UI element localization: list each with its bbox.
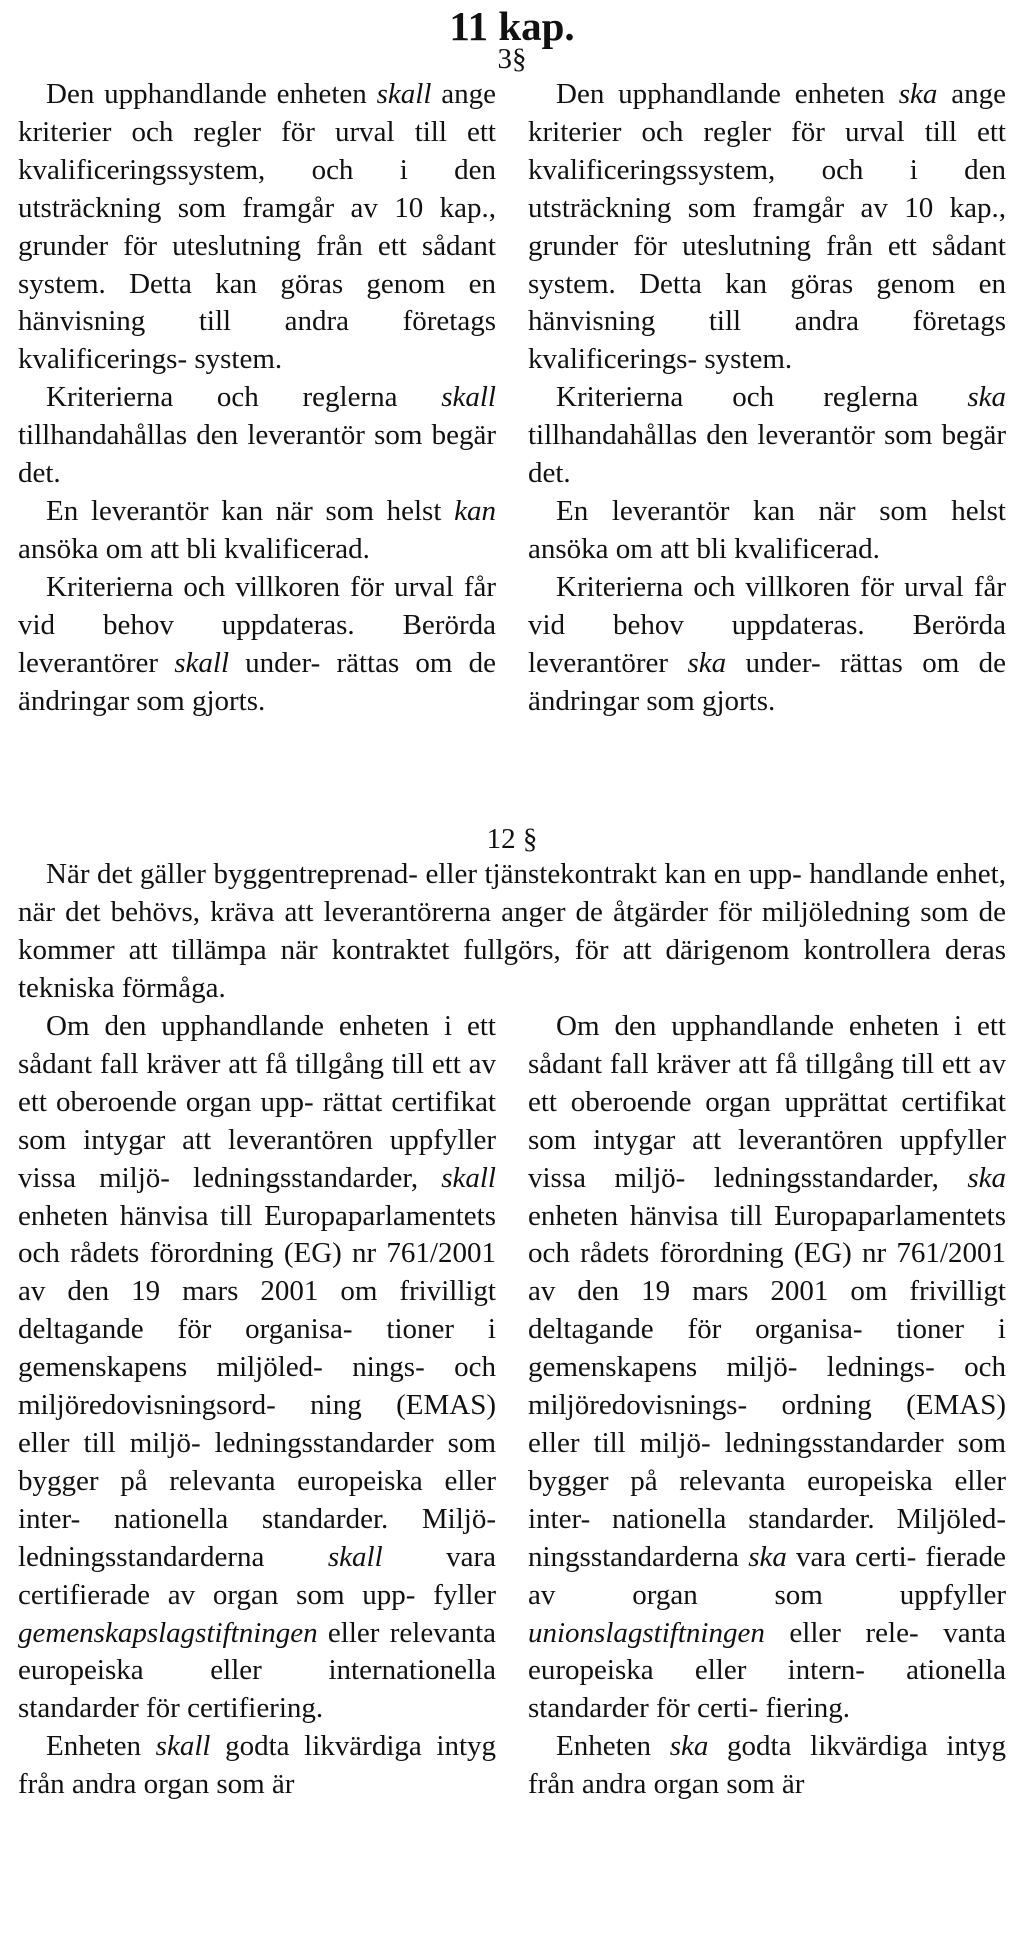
text: tillhandahållas den leverantör som begär det.: [528, 419, 1006, 490]
text: Om den upphandlande enheten i ett sådant fall kräver att få tillgång till ett av ett oberoende organ upp- rättat certifikat som intygar att leverantören uppfyller vissa miljö- ledningsstandarder,: [18, 1010, 496, 1194]
paragraph: [528, 569, 1006, 721]
text: Den upphandlande enheten: [556, 78, 899, 110]
paragraph: [528, 493, 1006, 569]
text: ansöka om att bli kvalificerad.: [18, 532, 370, 565]
text: ange kriterier och regler för urval till ett kvalificeringssystem, och i den utsträckning som framgår av 10 kap., grunder för uteslutning från ett sådant system. Detta kan göras genom en hänvisning till andra företags kvalificerings- system.: [528, 78, 1006, 376]
emphasis-text: skall: [376, 78, 432, 110]
text: godta likvärdiga intyg från andra organ som är: [528, 1730, 1006, 1801]
emphasis-text: ska: [687, 646, 727, 679]
text: Enheten: [46, 1730, 156, 1763]
text: Enheten: [556, 1730, 670, 1763]
text: Kriterierna och reglerna: [46, 381, 442, 414]
text: vara certifierade av organ som upp- fyller: [18, 1540, 497, 1611]
text: En leverantör kan när som helst: [46, 494, 455, 527]
section-12-left-column: [18, 1008, 496, 1804]
paragraph: [18, 493, 496, 569]
paragraph: [18, 569, 496, 721]
paragraph: [18, 76, 496, 379]
section-3-sign: 3§: [497, 43, 527, 75]
paragraph: [528, 1728, 1006, 1804]
text: under- rättas om de ändringar som gjorts.: [18, 646, 496, 717]
emphasis-text: unionslagstiftningen: [528, 1616, 765, 1649]
text: ange kriterier och regler för urval till ett kvalificeringssystem, och i den utsträckning som framgår av 10 kap., grunder för uteslutning från ett sådant system. Detta kan göras genom en hänvisning till andra företags kvalificerings- system.: [18, 78, 496, 376]
text: vara certi- fierade av organ som uppfyller: [528, 1540, 1006, 1611]
text: En leverantör kan när som helst ansöka om att bli kvalificerad.: [528, 494, 1006, 565]
paragraph: [18, 379, 496, 493]
section-3-left-column: [18, 76, 496, 720]
emphasis-text: ska: [967, 1161, 1006, 1194]
paragraph: [528, 1008, 1006, 1728]
paragraph: [18, 1728, 496, 1804]
section-12-sign: 12 §: [486, 823, 538, 855]
section-3-right-column: [528, 76, 1006, 720]
section-12-right-column: [528, 1008, 1006, 1804]
text: enheten hänvisa till Europaparlamentets och rådets förordning (EG) nr 761/2001 av den 19 mars 2001 om frivilligt deltagande för organisa- tioner i gemenskapens miljöled- nings- och miljöredovisningsord- ning (EMAS) eller till miljö- ledningsstandarder som bygger på relevanta europeiska eller inter- nationella standarder. Miljö- ledningsstandarderna: [18, 1199, 496, 1573]
emphasis-text: skall: [155, 1730, 211, 1763]
emphasis-text: gemenskapslagstiftningen: [18, 1616, 318, 1649]
text: eller relevanta europeiska eller internationella standarder för certifiering.: [18, 1616, 496, 1725]
text: Kriterierna och villkoren för urval får vid behov uppdateras. Berörda leverantörer: [18, 570, 496, 679]
section-12-intro: [18, 856, 1006, 1008]
emphasis-text: skall: [441, 381, 496, 414]
paragraph: [528, 379, 1006, 493]
emphasis-text: skall: [174, 646, 230, 679]
paragraph: [18, 1008, 496, 1728]
emphasis-text: skall: [327, 1540, 383, 1573]
text: under- rättas om de ändringar som gjorts.: [528, 646, 1007, 717]
emphasis-text: ska: [748, 1540, 787, 1573]
text: eller rele- vanta europeiska eller intern- ationella standarder för certi- fiering.: [528, 1616, 1006, 1725]
emphasis-text: ska: [669, 1730, 709, 1763]
chapter-heading: 11 kap.: [449, 3, 575, 49]
paragraph: När det gäller byggentreprenad- eller tjänstekontrakt kan en upp- handlande enhet, när det behövs, kräva att leverantörerna anger de åtgärder för miljöledning som de kommer att tillämpa när kontraktet fullgörs, för att därigenom kontrollera deras tekniska förmåga.: [18, 858, 1006, 1004]
text: godta likvärdiga intyg från andra organ som är: [18, 1730, 497, 1801]
text: enheten hänvisa till Europaparlamentets och rådets förordning (EG) nr 761/2001 av den 19 mars 2001 om frivilligt deltagande för organisa- tioner i gemenskapens miljö- lednings- och miljöredovisnings- ordning (EMAS) eller till miljö- ledningsstandarder som bygger på relevanta europeiska eller inter- nationella standarder. Miljöled- ningsstandarderna: [528, 1199, 1006, 1573]
text: Kriterierna och reglerna: [556, 381, 968, 414]
emphasis-text: skall: [441, 1161, 496, 1194]
text: tillhandahållas den leverantör som begär det.: [18, 419, 496, 490]
text: Den upphandlande enheten: [46, 78, 377, 110]
emphasis-text: kan: [454, 494, 496, 527]
paragraph: [528, 76, 1006, 379]
emphasis-text: ska: [967, 381, 1006, 414]
emphasis-text: ska: [898, 78, 938, 110]
text: Om den upphandlande enheten i ett sådant fall kräver att få tillgång till ett av ett oberoende organ upprättat certifikat som intygar att leverantören uppfyller vissa miljö- ledningsstandarder,: [528, 1010, 1006, 1194]
text: Kriterierna och villkoren för urval får vid behov uppdateras. Berörda leverantörer: [528, 570, 1006, 679]
